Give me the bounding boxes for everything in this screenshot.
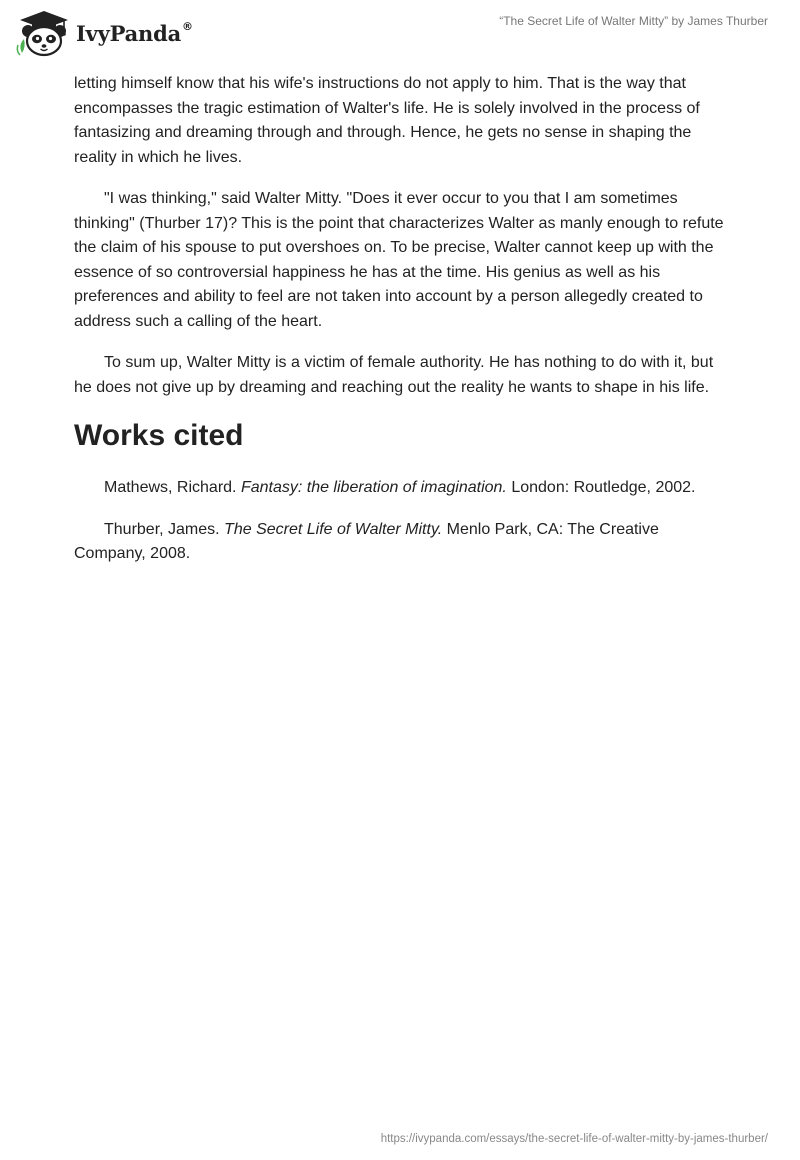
citation-title: The Secret Life of Walter Mitty.	[224, 520, 443, 538]
citation-entry	[74, 518, 726, 567]
essay-content	[74, 72, 726, 584]
brand-name: IvyPanda®	[76, 19, 193, 46]
citation-author: Mathews, Richard.	[104, 479, 241, 496]
works-cited-heading: Works cited	[74, 419, 244, 452]
citation-author: Thurber, James.	[104, 520, 225, 538]
registered-mark: ®	[182, 19, 193, 33]
citation-title: Fantasy: the liberation of imagination.	[240, 479, 507, 496]
body-paragraph: letting himself know that his wife's instructions do not apply to him. That is the way that encompasses the tragic estimation of Walter's life. He is solely involved in the process of fantasizing and dreaming through and through. Hence, he gets no sense in shaping the reality in which he lives.	[74, 75, 700, 166]
panda-graduation-cap-icon	[16, 9, 72, 57]
citation-entry	[74, 476, 726, 501]
citation-publisher: Menlo Park, CA: The Creative Company, 2008.	[74, 520, 659, 562]
running-title: “The Secret Life of Walter Mitty” by James Thurber	[499, 14, 768, 28]
ivypanda-logo[interactable]	[16, 9, 193, 57]
citation-publisher: London: Routledge, 2002.	[506, 479, 696, 496]
source-url-link[interactable]: https://ivypanda.com/essays/the-secret-life-of-walter-mitty-by-james-thurber/	[380, 1133, 768, 1145]
page-header	[0, 0, 800, 60]
body-paragraph: "I was thinking," said Walter Mitty. "Does it ever occur to you that I am sometimes thinking" (Thurber 17)? This is the point that characterizes Walter as manly enough to refute the claim of his spouse to put overshoes on. To be precise, Walter cannot keep up with the essence of so controversial happiness he has at the time. His genius as well as his preferences and ability to feel are not taken into account by a person allegedly created to address such a calling of the heart.	[74, 190, 724, 330]
body-paragraph: To sum up, Walter Mitty is a victim of female authority. He has nothing to do with it, but he does not give up by dreaming and reaching out the reality he wants to shape in his life.	[74, 354, 714, 396]
